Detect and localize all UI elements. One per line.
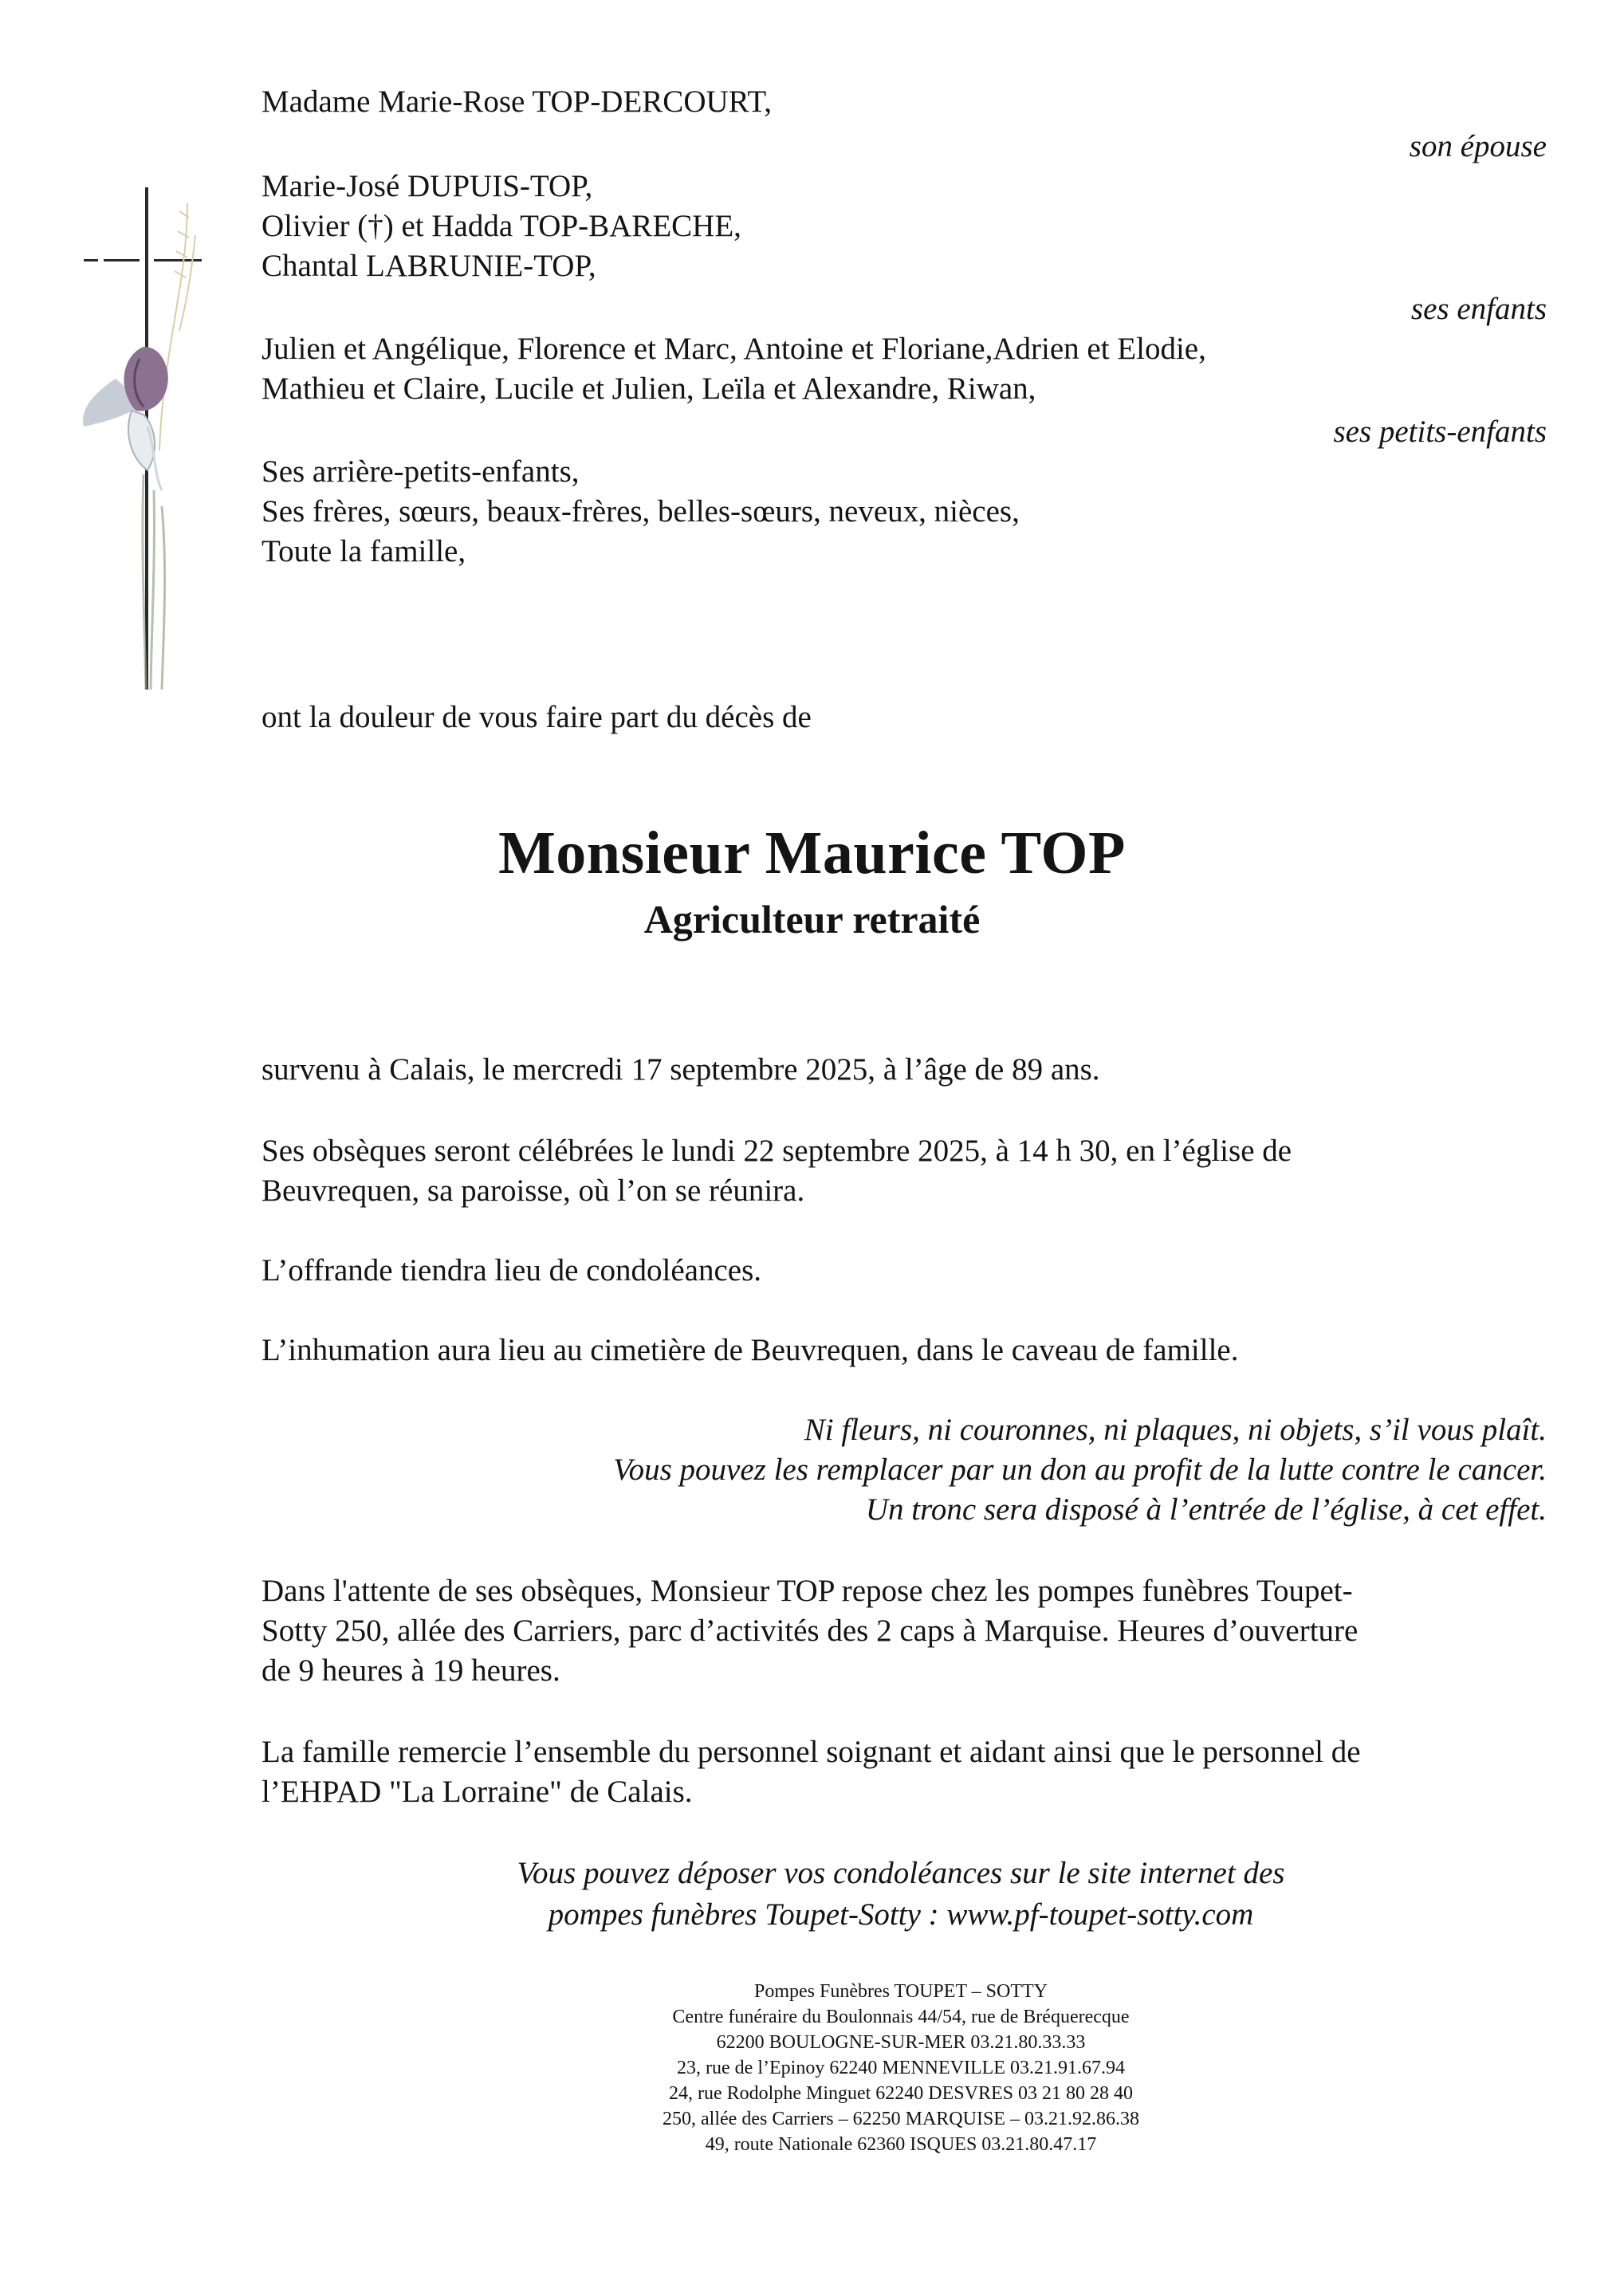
children-role: ses enfants xyxy=(1410,292,1547,326)
deceased-name: Monsieur Maurice TOP xyxy=(498,820,1126,887)
spouse-role: son épouse xyxy=(1409,129,1547,163)
rest-place-line: Sotty 250, allée des Carriers, parc d’activités des 2 caps à Marquise. Heures d’ouverture xyxy=(261,1614,1359,1648)
footer-address: 49, route Nationale 62360 ISQUES 03.21.80.47.17 xyxy=(705,2134,1097,2155)
wheat-stalk-icon xyxy=(159,203,195,450)
rest-place-line: de 9 heures à 19 heures. xyxy=(261,1653,560,1688)
grandchildren-role: ses petits-enfants xyxy=(1333,415,1547,449)
condolences-line: Vous pouvez déposer vos condoléances sur le site internet des xyxy=(517,1856,1285,1890)
burial-text: L’inhumation aura lieu au cimetière de Beuvrequen, dans le caveau de famille. xyxy=(261,1333,1239,1367)
other-family-line: Toute la famille, xyxy=(261,534,466,568)
funeral-details: Beuvrequen, sa paroisse, où l’on se réunira. xyxy=(261,1174,805,1208)
footer-address: Centre funéraire du Boulonnais 44/54, rue de Bréquerecque xyxy=(672,2007,1130,2027)
cross-with-lily-emblem xyxy=(68,187,235,690)
child-line: Olivier (†) et Hadda TOP-BARECHE, xyxy=(261,209,741,243)
other-family-line: Ses frères, sœurs, beaux-frères, belles-sœurs, neveux, nièces, xyxy=(261,494,1020,529)
footer-address: 250, allée des Carriers – 62250 MARQUISE – 03.21.92.86.38 xyxy=(663,2109,1139,2129)
deceased-occupation: Agriculteur retraité xyxy=(643,897,981,942)
rest-place-line: Dans l'attente de ses obsèques, Monsieur TOP repose chez les pompes funèbres Toupet- xyxy=(261,1574,1353,1608)
request-line: Un tronc sera disposé à l’entrée de l’église, à cet effet. xyxy=(865,1492,1547,1527)
child-line: Marie-José DUPUIS-TOP, xyxy=(261,169,593,203)
spouse-name: Madame Marie-Rose TOP-DERCOURT, xyxy=(261,85,772,119)
funeral-details: Ses obsèques seront célébrées le lundi 22 septembre 2025, à 14 h 30, en l’église de xyxy=(261,1134,1292,1168)
calla-lily-icon xyxy=(83,347,168,490)
grandchildren-line: Mathieu et Claire, Lucile et Julien, Leïla et Alexandre, Riwan, xyxy=(261,372,1036,406)
thanks-line: La famille remercie l’ensemble du personnel soignant et aidant ainsi que le personnel de xyxy=(261,1735,1361,1769)
footer-company: Pompes Funèbres TOUPET – SOTTY xyxy=(753,1981,1048,2002)
footer-address: 24, rue Rodolphe Minguet 62240 DESVRES 03 21 80 28 40 xyxy=(669,2083,1133,2104)
footer-address: 23, rue de l’Epinoy 62240 MENNEVILLE 03.21.91.67.94 xyxy=(677,2058,1125,2078)
footer-address: 62200 BOULOGNE-SUR-MER 03.21.80.33.33 xyxy=(716,2032,1086,2053)
request-line: Ni fleurs, ni couronnes, ni plaques, ni objets, s’il vous plaît. xyxy=(804,1413,1547,1447)
condolences-line: pompes funèbres Toupet-Sotty : www.pf-toupet-sotty.com xyxy=(548,1897,1254,1932)
offering-text: L’offrande tiendra lieu de condoléances. xyxy=(261,1253,761,1288)
other-family-line: Ses arrière-petits-enfants, xyxy=(261,454,580,489)
announcement-text: ont la douleur de vous faire part du décès de xyxy=(261,700,812,734)
request-line: Vous pouvez les remplacer par un don au profit de la lutte contre le cancer. xyxy=(613,1453,1547,1487)
thanks-line: l’EHPAD "La Lorraine" de Calais. xyxy=(261,1775,693,1809)
child-line: Chantal LABRUNIE-TOP, xyxy=(261,249,596,283)
grandchildren-line: Julien et Angélique, Florence et Marc, Antoine et Floriane,Adrien et Elodie, xyxy=(261,332,1206,366)
death-details: survenu à Calais, le mercredi 17 septembre 2025, à l’âge de 89 ans. xyxy=(261,1052,1100,1087)
